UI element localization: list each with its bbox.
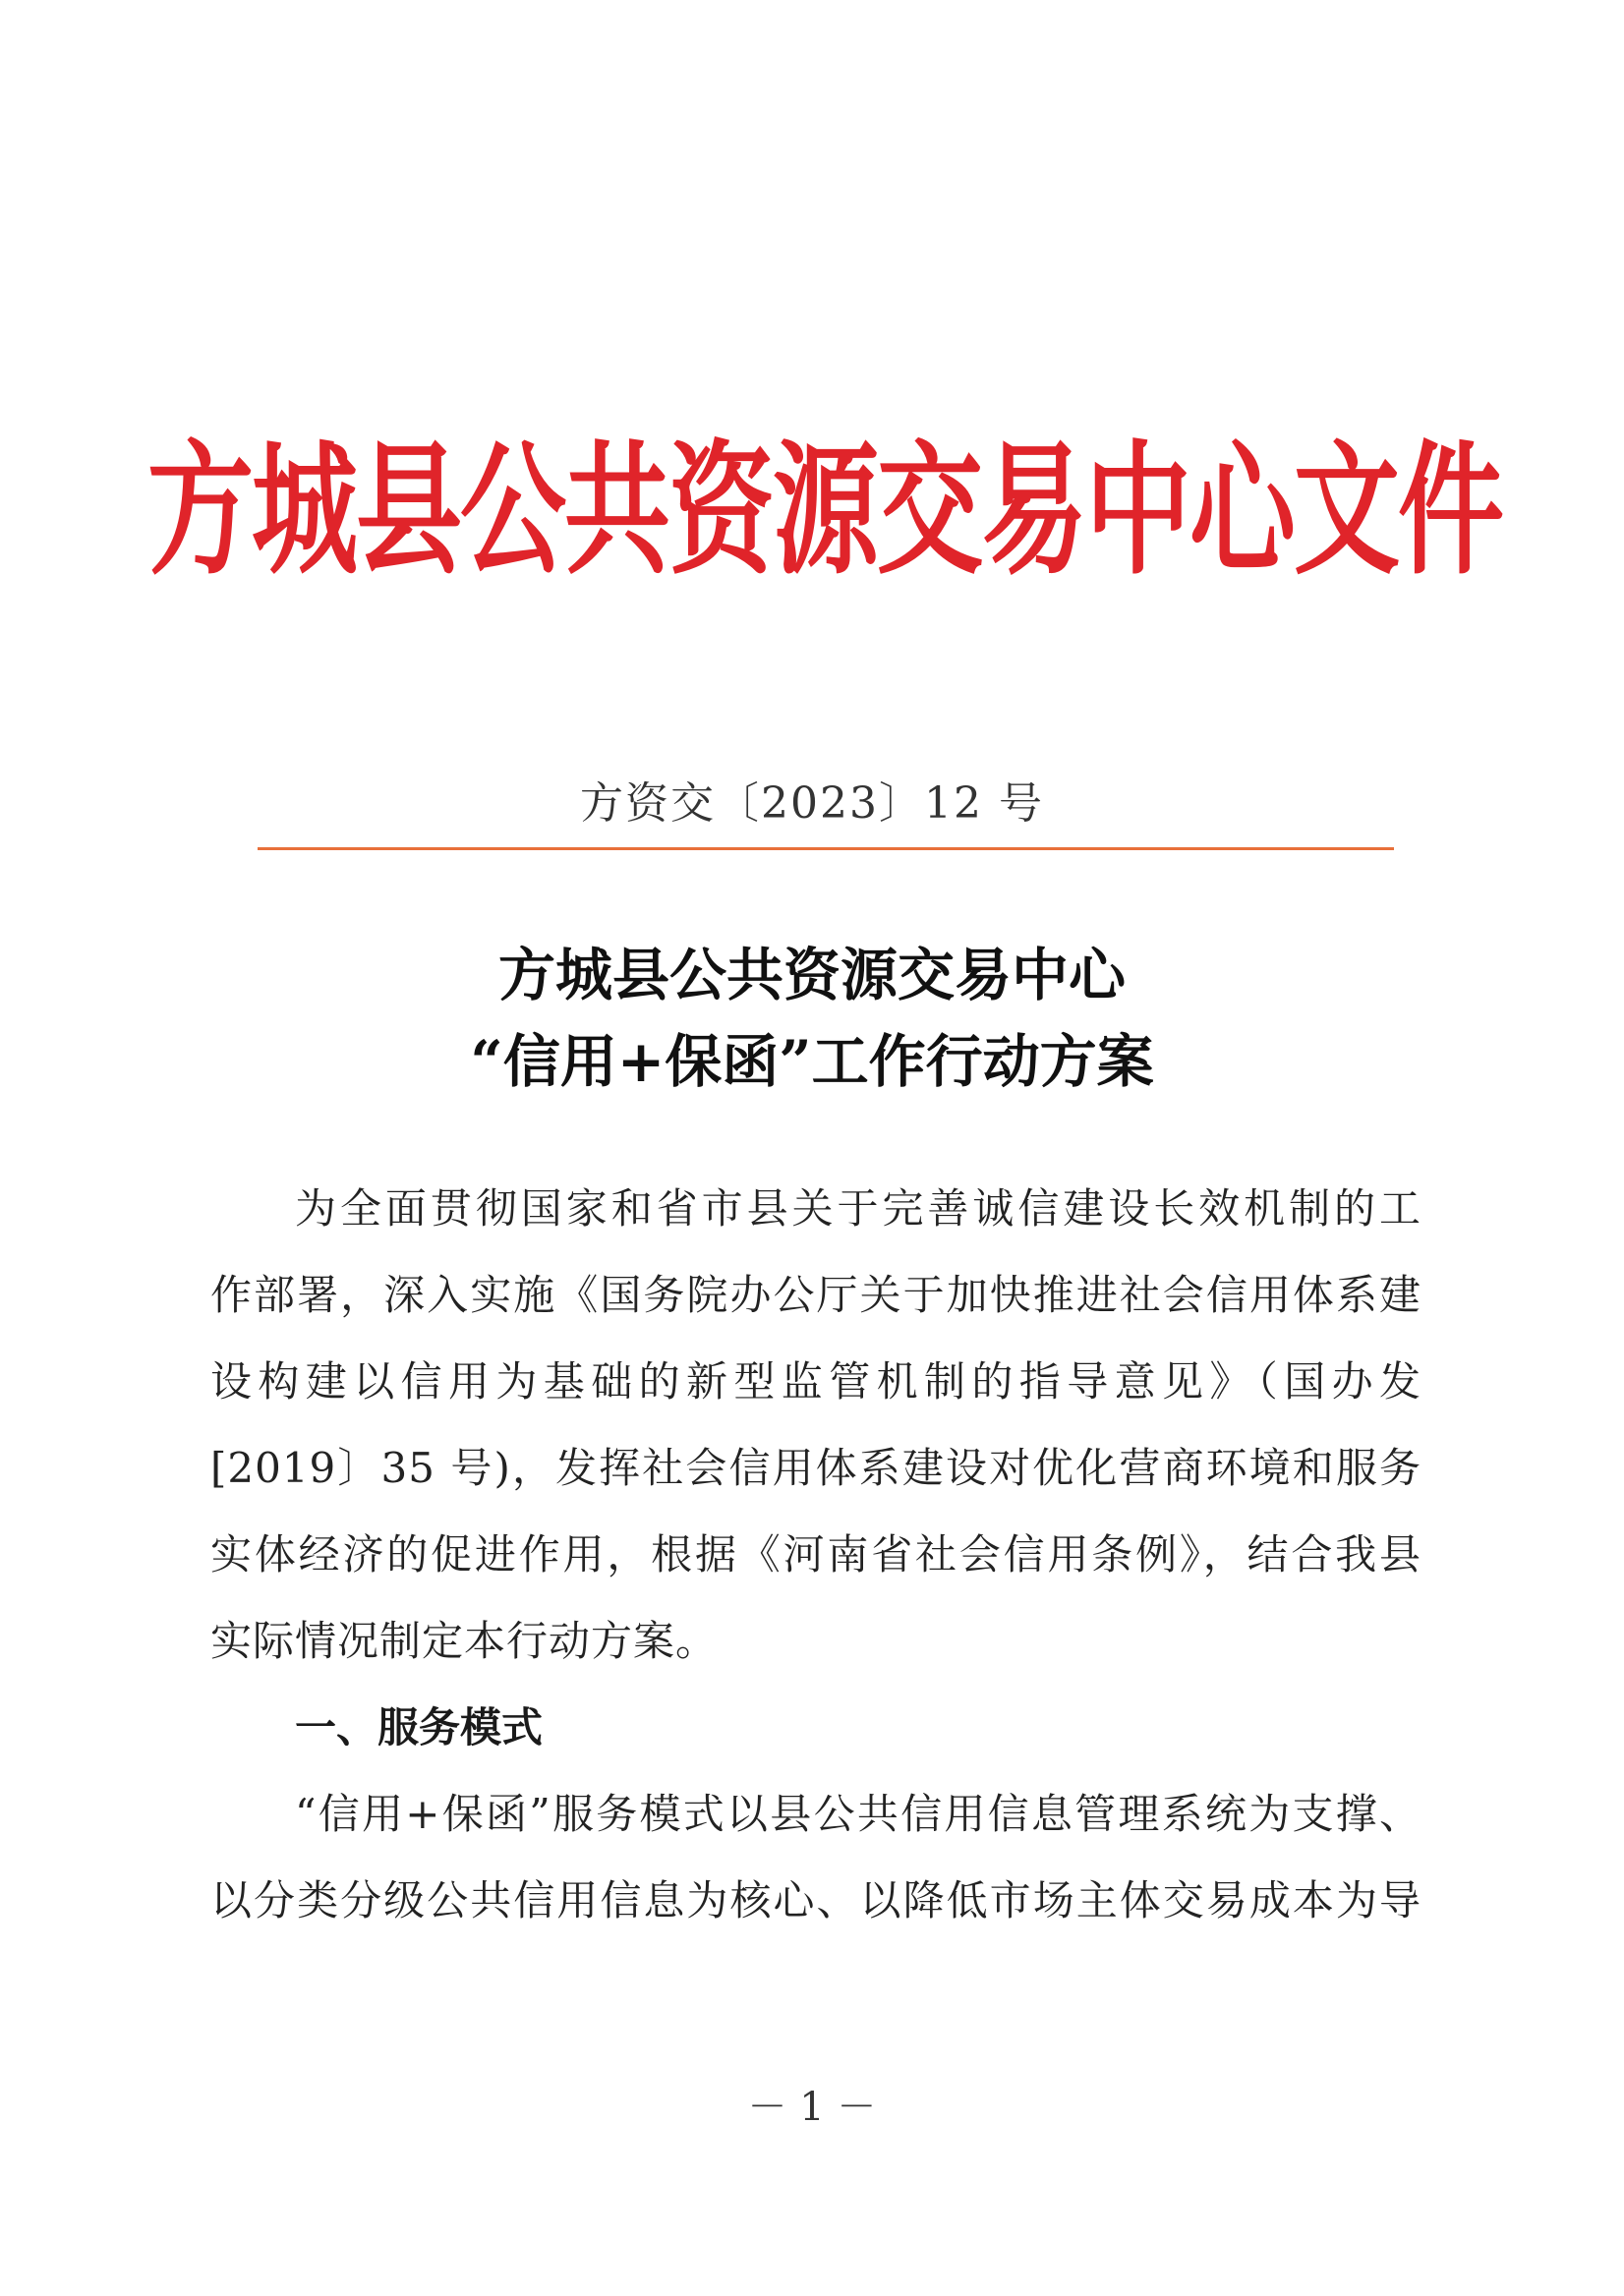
section-1-line-1: “信用+保函”服务模式以县公共信用信息管理系统为支撑、 bbox=[295, 1790, 1421, 1838]
page-number: － 1 － bbox=[747, 2085, 877, 2130]
paragraph-1-line-2: 作部署，深入实施《国务院办公厅关于加快推进社会信用体系建 bbox=[210, 1271, 1421, 1319]
section-1-line-2: 以分类分级公共信用信息为核心、以降低市场主体交易成本为导 bbox=[210, 1876, 1421, 1924]
paragraph-1-line-5: 实体经济的促进作用，根据《河南省社会信用条例》，结合我县 bbox=[210, 1530, 1421, 1578]
paragraph-1-line-6: 实际情况制定本行动方案。 bbox=[210, 1617, 719, 1665]
red-divider-rule bbox=[258, 847, 1394, 850]
document-number: 方资交〔2023〕12 号 bbox=[580, 778, 1044, 829]
document-title-line-1: 方城县公共资源交易中心 bbox=[497, 942, 1126, 1008]
document-title-line-2: “信用+保函”工作行动方案 bbox=[470, 1028, 1154, 1095]
paragraph-1-line-3: 设构建以信用为基础的新型监管机制的指导意见》（国办发 bbox=[210, 1357, 1421, 1406]
paragraph-1-line-1: 为全面贯彻国家和省市县关于完善诚信建设长效机制的工 bbox=[295, 1184, 1421, 1233]
paragraph-1-line-4: [2019〕35 号)，发挥社会信用体系建设对优化营商环境和服务 bbox=[210, 1444, 1421, 1492]
document-masthead: 方城县公共资源交易中心文件 bbox=[147, 429, 1503, 595]
section-1-heading: 一、服务模式 bbox=[295, 1703, 544, 1751]
